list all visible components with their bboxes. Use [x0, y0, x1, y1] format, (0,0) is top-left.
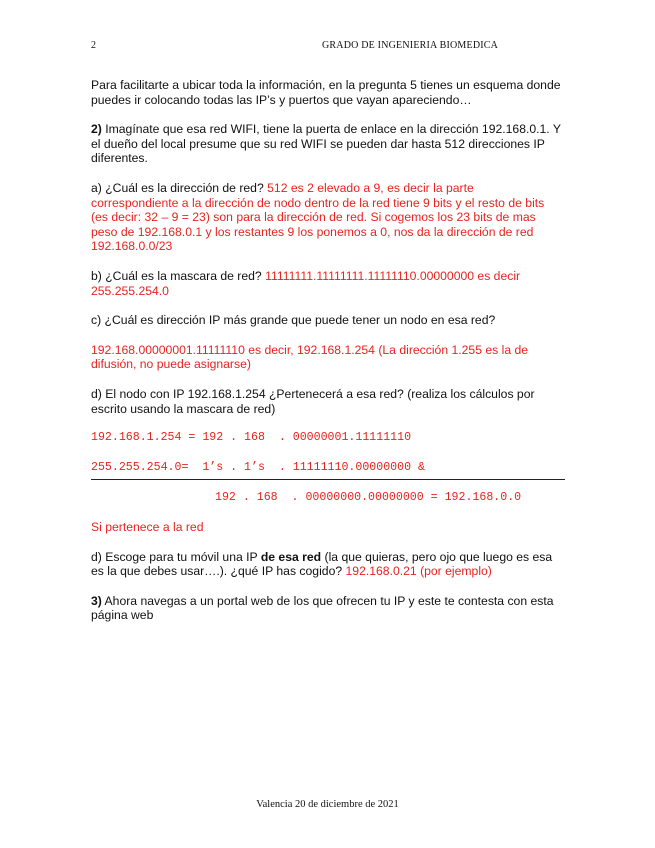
calc-line-mask: 255.255.254.0= 1’s . 1’s . 11111110.00000000 & [91, 461, 425, 475]
page-footer: Valencia 20 de diciembre de 2021 [256, 799, 399, 810]
page-body [91, 78, 561, 623]
question-3-text: Ahora navegas a un portal web de los que ofrecen tu IP y este te contesta con esta página web [91, 593, 554, 623]
question-c-text: c) ¿Cuál es dirección IP más grande que puede tener un nodo en esa red? [91, 313, 496, 328]
calc-line-result: 192 . 168 . 00000000.00000000 = 192.168.0.0 [215, 491, 522, 505]
intro-paragraph: Para facilitarte a ubicar toda la información, en la pregunta 5 tienes un esquema donde puedes ir colocando todas las IP’s y puertos que vayan apareciendo… [91, 78, 561, 107]
answer-d1: Si pertenece a la red [91, 520, 204, 535]
page-number: 2 [91, 40, 97, 51]
question-b [91, 269, 561, 298]
question-b-text: b) ¿Cuál es la mascara de red? [91, 268, 262, 283]
question-3 [91, 594, 561, 623]
question-a [91, 181, 561, 254]
answer-a: 512 es 2 elevado a 9, es decir la parte correspondiente a la dirección de nodo dentro de la red tiene 9 bits y el resto de bits (es decir: 32 – 9 = 23) son para la dirección de red. Si cogemos los 23 bits de mas peso de 192.168.0.1 y los restantes 9 los ponemos a 0, nos da la dirección de red 192.168.0.0/23 [91, 180, 545, 254]
question-2-text: Imagínate que esa red WIFI, tiene la puerta de enlace en la dirección 192.168.0.1. Y el dueño del local presume que su red WIFI se pueden dar hasta 512 direcciones IP diferentes. [91, 122, 561, 166]
answer-d2: 192.168.0.21 (por ejemplo) [345, 564, 492, 579]
question-a-text: a) ¿Cuál es la dirección de red? [91, 180, 264, 195]
question-2-number: 2) [91, 122, 102, 137]
document-header-title: GRADO DE INGENIERIA BIOMEDICA [322, 40, 499, 51]
answer-c: 192.168.00000001.11111110 es decir, 192.168.1.254 (La dirección 1.255 es la de difusión, no puede asignarse) [91, 342, 529, 372]
question-d2-end: (la que quieras, pero ojo que luego es esa es la que debes usar….). ¿qué IP has cogido? [91, 549, 553, 579]
calc-line-ip: 192.168.1.254 = 192 . 168 . 00000001.11111110 [91, 431, 412, 445]
question-d2-bold: de esa red [260, 549, 322, 564]
question-d1-text: d) El nodo con IP 192.168.1.254 ¿Pertenecerá a esa red? (realiza los cálculos por escrito usando la mascara de red) [91, 386, 535, 416]
question-d2 [91, 550, 561, 579]
question-d2-start: d) Escoge para tu móvil una IP [91, 549, 261, 564]
question-3-number: 3) [91, 593, 102, 608]
answer-b: 11111111.11111111.11111110.00000000 es decir 255.255.254.0 [91, 268, 521, 298]
calculation-divider [91, 479, 565, 480]
question-2 [91, 122, 561, 166]
